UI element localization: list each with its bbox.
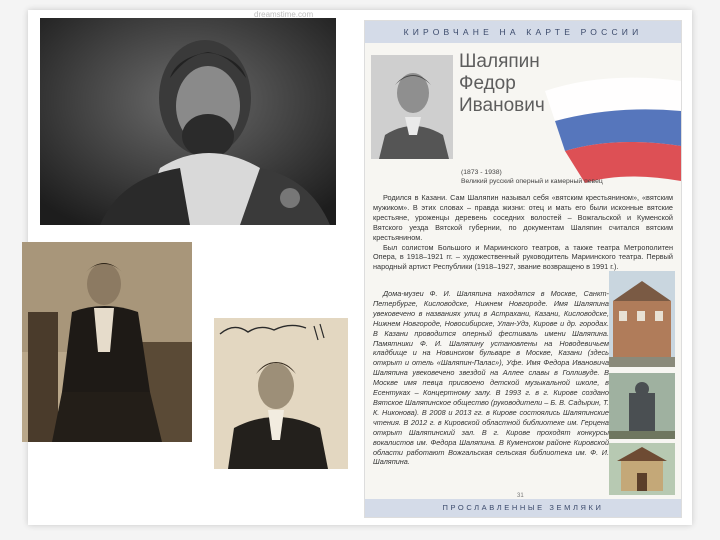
memorial-text [373,289,609,467]
magazine-page [364,20,682,518]
page-number: 31 [517,493,524,499]
autographed-portrait-photo [214,318,348,469]
watermark: dreamstime.com [254,10,314,19]
name-line: Шаляпин [459,51,540,72]
biography-text [373,193,673,272]
years-text: (1873 - 1938) [461,169,502,176]
house-photo [609,443,675,495]
monument-photo [609,373,675,439]
memorial-paragraph: Дома-музеи Ф. И. Шаляпина находятся в Москве, Санкт-Петербурге, Кисловодске, Нижнем Новгороде. Имя Шаляпина увековечено в названиях улиц в Астрахани, Казани, Кисловодске, Нижнем Новгороде, Новосибирске, Улан-Удэ, Кирове и др. городах. В Казани проводится оперный фестиваль имени Шаляпина. Памятники Ф. И. Шаляпину установлены на Новодевичьем кладбище и на Новинском бульваре в Москве, Казани (здесь открыт и отель «Шаляпин-Палас»), Уфе. Имя Федора Ивановича Шаляпина увековечено звездой на Аллее славы в Голливуде. В Москве имя певца присвоено детской музыкальной школе, в Есентуках – Концертному залу. В 1993 г. в г. Кирове создано Вятское Шаляпинское общество (руководители – Б. В. Садырин, Т. К. Никонова). В 2008 и 2013 гг. в Кирове состоялись Шаляпинские чтения. В 2012 г. в Кировской областной библиотеке им. Герцена открыт Шаляпинский зал. В г. Кирове проходят конкурсы вокалистов им. Федора Шаляпина. В Куменском районе Кировской области работают Вожгальская сельская библиотека им. Ф. И. Шаляпина. [373,289,609,467]
page-footer: ПРОСЛАВЛЕННЫЕ ЗЕМЛЯКИ [365,499,681,517]
name-line: Федор [459,73,516,94]
life-years [461,168,603,186]
subtitle-text: Великий русский оперный и камерный певец [461,178,603,185]
museum-building-photo [609,271,675,367]
bio-paragraph: Родился в Казани. Сам Шаляпин называл себя «вятским крестьянином», «вятским мужиком». В этих словах – правда жизни: отец и мать его были исконные вятские крестьяне, уроженцы деревень соседних волостей – Вожгальской и Куменской Вятского уезда Вятской губернии, по документам Шаляпин считался вятским крестьянином. [373,193,673,242]
page-header: КИРОВЧАНЕ НА КАРТЕ РОССИИ [365,21,681,43]
name-line: Иванович [459,95,545,116]
bio-paragraph: Был солистом Большого и Мариинского театров, а также театра Метрополитен Опера, в 1918–1921 гг. – художественный руководитель Мариинского театра. Первый народный артист Республики (1918–1927, звание возвращено в 1991 г.). [373,242,673,272]
person-name [459,51,545,117]
seated-portrait-photo [22,242,192,442]
author-portrait [371,55,453,159]
opera-role-photo [40,18,336,225]
